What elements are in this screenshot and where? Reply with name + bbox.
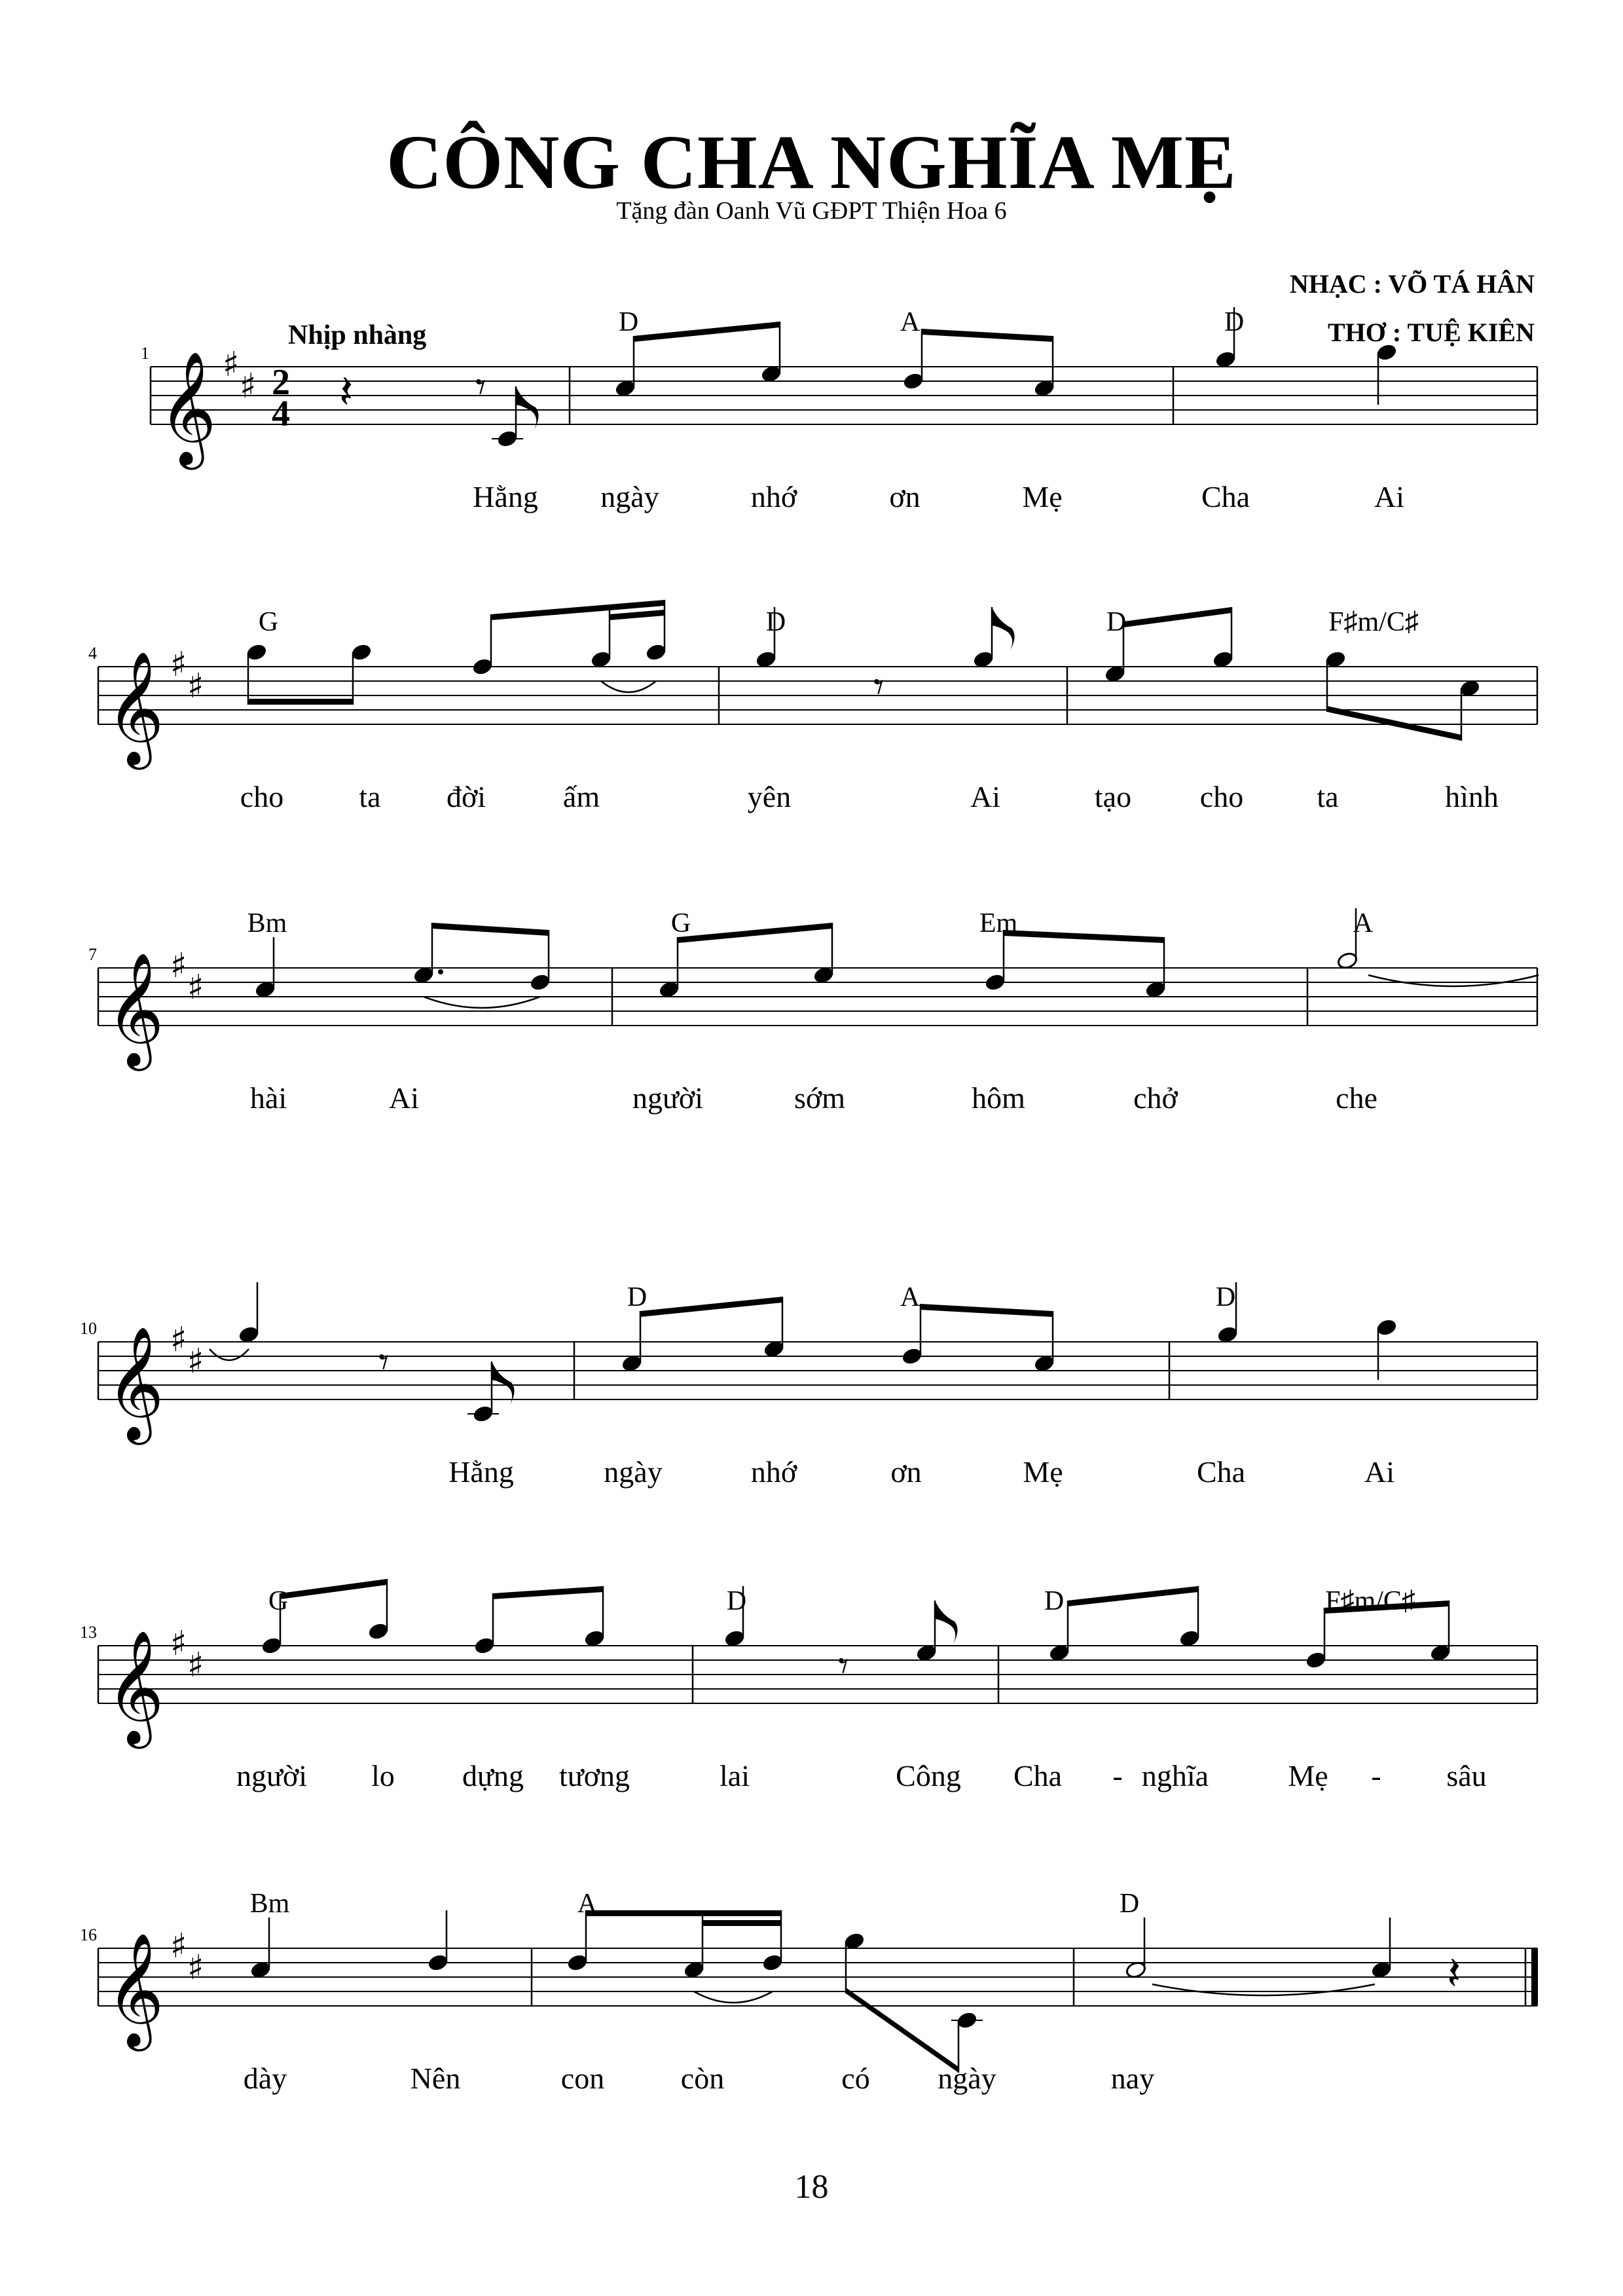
sharp-icon: ♯ bbox=[187, 667, 204, 706]
sharp-icon: ♯ bbox=[187, 1646, 204, 1685]
measure-number: 4 bbox=[88, 644, 97, 663]
notehead bbox=[645, 642, 666, 661]
chord-symbol: G bbox=[268, 1586, 289, 1616]
lyric-syllable: có bbox=[841, 2062, 870, 2095]
staff-system-4 bbox=[98, 1282, 1537, 1424]
lyric-syllable: lai bbox=[720, 1759, 750, 1792]
beam bbox=[1123, 607, 1231, 627]
notehead bbox=[566, 1953, 588, 1972]
sharp-icon: ♯ bbox=[170, 1320, 187, 1360]
treble-clef-icon: 𝄞 bbox=[158, 351, 217, 465]
lyric-syllable: nhớ bbox=[750, 480, 797, 513]
eighth-flag-icon bbox=[935, 1601, 958, 1644]
chord-symbol: D bbox=[765, 607, 786, 637]
lyric-syllable: Cha bbox=[1201, 480, 1250, 513]
lyric-syllable: lo bbox=[371, 1759, 395, 1792]
lyric-syllable: tương bbox=[558, 1759, 630, 1792]
chord-symbol: A bbox=[1353, 908, 1374, 938]
lyric-syllable: tạo bbox=[1094, 780, 1132, 813]
chord-symbol: D bbox=[618, 307, 639, 337]
chord-symbol: A bbox=[900, 1282, 921, 1312]
lyric-syllable: che bbox=[1336, 1081, 1377, 1115]
chord-symbol: D bbox=[1224, 307, 1245, 337]
sharp-icon: ♯ bbox=[170, 645, 187, 684]
lyric-syllable: ngày bbox=[604, 1455, 663, 1489]
lyric-syllable: - bbox=[1112, 1759, 1123, 1792]
lyric-syllable: đời bbox=[446, 780, 486, 813]
lyric-syllable: chở bbox=[1133, 1081, 1178, 1115]
dedication-subtitle: Tặng đàn Oanh Vũ GĐPT Thiện Hoa 6 bbox=[616, 197, 1007, 225]
lyric-syllable: Ai bbox=[1374, 480, 1404, 513]
lyric-syllable: hình bbox=[1445, 780, 1499, 813]
lyric-syllable: - bbox=[1371, 1759, 1381, 1792]
chord-symbol: A bbox=[900, 307, 921, 337]
lyric-syllable: nghĩa bbox=[1141, 1759, 1209, 1792]
staff-system-5 bbox=[98, 1579, 1537, 1703]
tie bbox=[210, 1349, 249, 1360]
lyric-syllable: Mẹ bbox=[1022, 480, 1063, 513]
sharp-icon: ♯ bbox=[170, 946, 187, 986]
lyric-syllable: sâu bbox=[1446, 1759, 1487, 1792]
beam bbox=[678, 923, 832, 943]
chord-symbol: F♯m/C♯ bbox=[1325, 1586, 1415, 1616]
measure-number: 10 bbox=[80, 1319, 97, 1338]
notehead bbox=[902, 371, 924, 390]
eighth-rest-icon: 𝄾 bbox=[378, 1338, 390, 1386]
poem-credit: THƠ : TUỆ KIÊN bbox=[1328, 318, 1535, 347]
lyric-syllable: Ai bbox=[970, 780, 1000, 813]
beam bbox=[280, 1579, 387, 1599]
lyric-syllable: người bbox=[236, 1759, 308, 1792]
measure-number: 1 bbox=[141, 344, 149, 363]
notehead bbox=[350, 642, 372, 661]
beam-16th bbox=[702, 1920, 781, 1926]
staff-system-1 bbox=[151, 307, 1537, 449]
sharp-icon: ♯ bbox=[170, 1624, 187, 1663]
beam bbox=[1004, 930, 1164, 943]
chord-symbol: D bbox=[1119, 1889, 1140, 1919]
song-title: CÔNG CHA NGHĨA MẸ bbox=[386, 119, 1237, 205]
measure-number: 16 bbox=[80, 1925, 97, 1944]
chord-symbol: D bbox=[726, 1586, 747, 1616]
notehead bbox=[1376, 343, 1397, 361]
eighth-rest-icon: 𝄾 bbox=[838, 1642, 849, 1690]
beam bbox=[922, 329, 1053, 342]
chord-symbol: G bbox=[258, 607, 279, 637]
lyric-syllable: nay bbox=[1110, 2062, 1155, 2095]
beam bbox=[634, 322, 780, 342]
notehead bbox=[367, 1621, 389, 1640]
eighth-rest-icon: 𝄾 bbox=[873, 663, 884, 711]
chord-symbol: D bbox=[1106, 607, 1127, 637]
lyric-syllable: nhớ bbox=[750, 1455, 797, 1489]
lyric-syllable: Công bbox=[896, 1759, 961, 1792]
chord-symbol: A bbox=[577, 1889, 598, 1919]
lyric-syllable: ấm bbox=[562, 780, 600, 813]
lyric-syllable: ta bbox=[1317, 780, 1339, 813]
notehead bbox=[529, 972, 551, 991]
notehead bbox=[984, 972, 1006, 991]
eighth-flag-icon bbox=[516, 386, 539, 430]
staff-system-2 bbox=[98, 600, 1537, 741]
quarter-rest-icon: 𝄽 bbox=[339, 365, 354, 418]
measure-number: 7 bbox=[88, 945, 97, 964]
lyric-syllable: Cha bbox=[1013, 1759, 1063, 1792]
notehead bbox=[1305, 1650, 1326, 1669]
eighth-flag-icon bbox=[992, 607, 1015, 650]
beam bbox=[1327, 706, 1461, 741]
staff-system-3 bbox=[98, 908, 1539, 1026]
sharp-icon: ♯ bbox=[187, 1342, 204, 1381]
lyric-syllable: ơn bbox=[890, 1455, 922, 1489]
lyric-syllable: Hằng bbox=[473, 480, 538, 513]
notehead bbox=[761, 1953, 783, 1972]
page-number: 18 bbox=[794, 2168, 829, 2206]
final-barline-thick bbox=[1531, 1948, 1538, 2006]
lyric-syllable: ngày bbox=[600, 480, 659, 513]
tie bbox=[694, 1991, 773, 2003]
lyric-syllable: con bbox=[560, 2062, 605, 2095]
tie bbox=[1368, 975, 1539, 986]
beam bbox=[921, 1304, 1053, 1317]
lyric-syllable: Hằng bbox=[448, 1455, 514, 1489]
music-credit: NHẠC : VÕ TÁ HÂN bbox=[1289, 269, 1535, 299]
notehead bbox=[1376, 1318, 1397, 1337]
chord-symbol: G bbox=[670, 908, 691, 938]
notehead bbox=[261, 1636, 282, 1655]
lyric-syllable: Ai bbox=[1364, 1455, 1395, 1489]
lyric-syllable: cho bbox=[240, 780, 284, 813]
lyric-syllable: ngày bbox=[938, 2062, 996, 2095]
treble-clef-icon: 𝄞 bbox=[106, 1630, 164, 1744]
sharp-icon: ♯ bbox=[187, 1948, 204, 1988]
lyric-syllable: Cha bbox=[1196, 1455, 1246, 1489]
chord-symbol: D bbox=[1215, 1282, 1236, 1312]
beam bbox=[586, 1910, 781, 1916]
lyric-syllable: Mẹ bbox=[1288, 1759, 1328, 1792]
chord-symbol: Bm bbox=[247, 908, 287, 938]
lyric-syllable: người bbox=[632, 1081, 704, 1115]
beam bbox=[432, 923, 549, 936]
tie bbox=[424, 997, 540, 1008]
lyric-syllable: sớm bbox=[793, 1081, 846, 1115]
time-signature-top: 2 bbox=[272, 362, 290, 403]
lyric-syllable: ơn bbox=[889, 480, 921, 513]
beam bbox=[248, 699, 353, 705]
quarter-rest-icon: 𝄽 bbox=[1447, 1946, 1461, 2000]
notehead bbox=[427, 1953, 448, 1972]
lyric-syllable: hài bbox=[249, 1081, 287, 1115]
chord-symbol: F♯m/C♯ bbox=[1328, 607, 1419, 637]
tie bbox=[601, 681, 656, 692]
lyric-syllable: Ai bbox=[389, 1081, 419, 1115]
treble-clef-icon: 𝄞 bbox=[106, 952, 164, 1066]
beam bbox=[1068, 1586, 1198, 1606]
notehead bbox=[471, 657, 493, 676]
chord-symbol: D bbox=[627, 1282, 647, 1312]
sharp-icon: ♯ bbox=[223, 345, 240, 384]
lyric-syllable: ta bbox=[359, 780, 381, 813]
notehead bbox=[473, 1636, 495, 1655]
measure-number: 13 bbox=[80, 1623, 97, 1642]
lyric-syllable: hôm bbox=[972, 1081, 1025, 1115]
chord-symbol: Em bbox=[979, 908, 1018, 938]
beam bbox=[640, 1297, 782, 1317]
sharp-icon: ♯ bbox=[170, 1927, 187, 1966]
time-signature-bottom: 4 bbox=[272, 394, 290, 434]
treble-clef-icon: 𝄞 bbox=[106, 651, 164, 765]
lyric-syllable: dày bbox=[243, 2062, 287, 2095]
tie bbox=[1152, 1984, 1375, 1995]
eighth-rest-icon: 𝄾 bbox=[475, 363, 486, 411]
notehead bbox=[901, 1346, 922, 1365]
sharp-icon: ♯ bbox=[187, 968, 204, 1007]
lyric-syllable: cho bbox=[1199, 780, 1244, 813]
treble-clef-icon: 𝄞 bbox=[106, 1326, 164, 1440]
eighth-flag-icon bbox=[492, 1361, 515, 1405]
lyric-syllable: Mẹ bbox=[1023, 1455, 1063, 1489]
treble-clef-icon: 𝄞 bbox=[106, 1933, 164, 2046]
beam bbox=[493, 1586, 603, 1599]
augmentation-dot bbox=[438, 969, 443, 974]
tempo-marking: Nhịp nhàng bbox=[288, 320, 427, 350]
notehead bbox=[246, 642, 267, 661]
chord-symbol: Bm bbox=[249, 1889, 290, 1919]
lyric-syllable: dựng bbox=[462, 1759, 524, 1792]
beam-16th bbox=[610, 610, 665, 620]
lyric-syllable: yên bbox=[747, 780, 792, 813]
chord-symbol: D bbox=[1044, 1586, 1065, 1616]
staff-system-6 bbox=[98, 1910, 1538, 2073]
sharp-icon: ♯ bbox=[240, 367, 257, 406]
beam bbox=[846, 1988, 958, 2073]
lyric-syllable: còn bbox=[680, 2062, 725, 2095]
lyric-syllable: Nên bbox=[410, 2062, 461, 2095]
